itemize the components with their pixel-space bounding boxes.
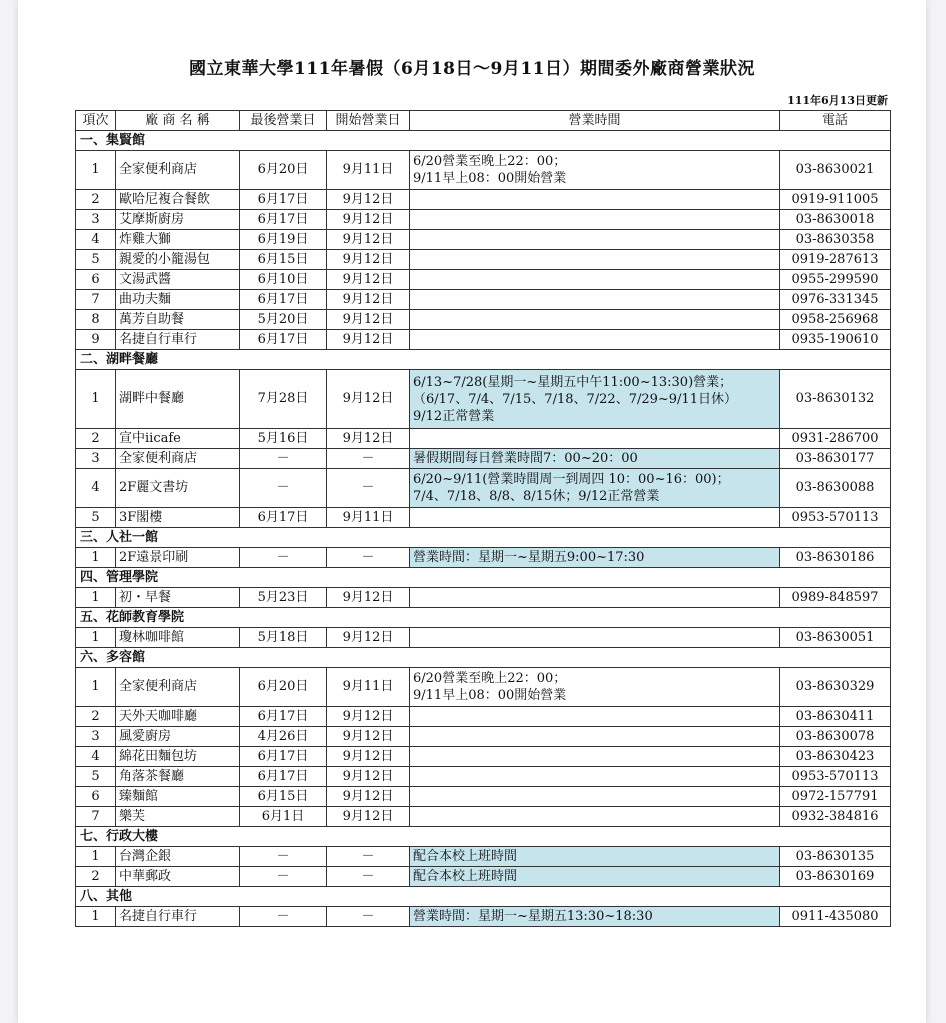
row-number: 4 (76, 230, 116, 250)
header-last-day: 最後營業日 (240, 111, 327, 131)
last-business-day: － (240, 449, 327, 469)
document-title: 國立東華大學111年暑假（6月18日～9月11日）期間委外廠商營業狀況 (189, 59, 755, 79)
vendor-name: 角落茶餐廳 (116, 767, 240, 787)
last-business-day: 6月20日 (240, 668, 327, 707)
document-page (18, 0, 926, 1023)
last-business-day: － (240, 847, 327, 867)
phone-number: 0919-911005 (780, 190, 891, 210)
section-title: 一、集賢館 (76, 131, 891, 151)
row-number: 5 (76, 767, 116, 787)
section-row (76, 608, 891, 628)
phone-number: 0932-384816 (780, 807, 891, 827)
row-number: 8 (76, 310, 116, 330)
vendor-name: 風愛廚房 (116, 727, 240, 747)
last-business-day: 5月20日 (240, 310, 327, 330)
start-business-day: － (327, 847, 410, 867)
vendor-name: 湖畔中餐廳 (116, 370, 240, 429)
last-business-day: 6月20日 (240, 151, 327, 190)
last-business-day: 4月26日 (240, 727, 327, 747)
start-business-day: 9月12日 (327, 807, 410, 827)
vendor-name: 2F麗文書坊 (116, 469, 240, 508)
start-business-day: 9月12日 (327, 310, 410, 330)
table-row (76, 548, 891, 568)
business-hours (410, 310, 780, 330)
vendor-name: 炸雞大獅 (116, 230, 240, 250)
section-title: 三、人社一館 (76, 528, 891, 548)
updated-date: 111年6月13日更新 (787, 94, 888, 107)
row-number: 5 (76, 250, 116, 270)
vendor-name: 文湯武醬 (116, 270, 240, 290)
last-business-day: 6月17日 (240, 210, 327, 230)
business-hours: 配合本校上班時間 (410, 847, 780, 867)
business-hours (410, 330, 780, 350)
business-hours (410, 767, 780, 787)
header-vendor-name: 廠 商 名 稱 (116, 111, 240, 131)
phone-number: 03-8630411 (780, 707, 891, 727)
vendor-name: 宣中iicafe (116, 429, 240, 449)
row-number: 7 (76, 290, 116, 310)
vendor-name: 天外天咖啡廳 (116, 707, 240, 727)
row-number: 7 (76, 807, 116, 827)
row-number: 2 (76, 867, 116, 887)
start-business-day: － (327, 548, 410, 568)
header-start-day: 開始營業日 (327, 111, 410, 131)
start-business-day: 9月12日 (327, 190, 410, 210)
row-number: 1 (76, 151, 116, 190)
phone-number: 03-8630051 (780, 628, 891, 648)
start-business-day: 9月12日 (327, 370, 410, 429)
phone-number: 0976-331345 (780, 290, 891, 310)
last-business-day: 5月23日 (240, 588, 327, 608)
last-business-day: 6月17日 (240, 290, 327, 310)
table-row (76, 190, 891, 210)
row-number: 1 (76, 628, 116, 648)
header-no: 項次 (76, 111, 116, 131)
vendor-name: 初・早餐 (116, 588, 240, 608)
business-hours: 配合本校上班時間 (410, 867, 780, 887)
phone-number: 03-8630021 (780, 151, 891, 190)
phone-number: 03-8630018 (780, 210, 891, 230)
last-business-day: 6月17日 (240, 747, 327, 767)
section-row (76, 827, 891, 847)
start-business-day: 9月12日 (327, 330, 410, 350)
table-row (76, 767, 891, 787)
vendor-name: 曲功夫麵 (116, 290, 240, 310)
table-body (76, 131, 891, 927)
business-hours (410, 807, 780, 827)
row-number: 6 (76, 787, 116, 807)
row-number: 3 (76, 449, 116, 469)
start-business-day: 9月12日 (327, 707, 410, 727)
business-hours (410, 588, 780, 608)
business-hours (410, 250, 780, 270)
phone-number: 03-8630186 (780, 548, 891, 568)
row-number: 4 (76, 747, 116, 767)
last-business-day: 6月10日 (240, 270, 327, 290)
vendor-name: 3F閣樓 (116, 508, 240, 528)
last-business-day: 6月17日 (240, 508, 327, 528)
start-business-day: 9月12日 (327, 230, 410, 250)
start-business-day: － (327, 867, 410, 887)
vendor-name: 全家便利商店 (116, 449, 240, 469)
table-row (76, 747, 891, 767)
row-number: 2 (76, 190, 116, 210)
last-business-day: － (240, 469, 327, 508)
last-business-day: － (240, 867, 327, 887)
table-row (76, 449, 891, 469)
vendor-name: 全家便利商店 (116, 151, 240, 190)
business-hours (410, 707, 780, 727)
phone-number: 0953-570113 (780, 767, 891, 787)
phone-number: 0919-287613 (780, 250, 891, 270)
phone-number: 03-8630358 (780, 230, 891, 250)
business-hours (410, 747, 780, 767)
business-hours: 營業時間：星期一~星期五9:00~17:30 (410, 548, 780, 568)
table-row (76, 370, 891, 429)
vendor-name: 2F遠景印刷 (116, 548, 240, 568)
last-business-day: 7月28日 (240, 370, 327, 429)
phone-number: 0972-157791 (780, 787, 891, 807)
header-hours: 營業時間 (410, 111, 780, 131)
row-number: 3 (76, 727, 116, 747)
table-row (76, 867, 891, 887)
last-business-day: 6月17日 (240, 707, 327, 727)
header-row (76, 111, 891, 131)
table-row (76, 807, 891, 827)
start-business-day: － (327, 469, 410, 508)
business-hours (410, 270, 780, 290)
table-row (76, 250, 891, 270)
last-business-day: 6月17日 (240, 190, 327, 210)
vendor-name: 親愛的小籠湯包 (116, 250, 240, 270)
row-number: 2 (76, 429, 116, 449)
section-title: 八、其他 (76, 887, 891, 907)
start-business-day: 9月12日 (327, 747, 410, 767)
row-number: 1 (76, 668, 116, 707)
phone-number: 0935-190610 (780, 330, 891, 350)
business-hours (410, 190, 780, 210)
row-number: 1 (76, 907, 116, 927)
section-title: 四、管理學院 (76, 568, 891, 588)
business-hours (410, 787, 780, 807)
vendor-name: 瓊林咖啡館 (116, 628, 240, 648)
table-row (76, 727, 891, 747)
phone-number: 0989-848597 (780, 588, 891, 608)
row-number: 6 (76, 270, 116, 290)
table-row (76, 270, 891, 290)
phone-number: 03-8630177 (780, 449, 891, 469)
table-row (76, 310, 891, 330)
start-business-day: － (327, 449, 410, 469)
table-row (76, 469, 891, 508)
table-row (76, 907, 891, 927)
start-business-day: 9月12日 (327, 588, 410, 608)
table-row (76, 668, 891, 707)
last-business-day: 5月16日 (240, 429, 327, 449)
phone-number: 0911-435080 (780, 907, 891, 927)
business-hours: 6/20營業至晚上22：00； 9/11早上08：00開始營業 (410, 668, 780, 707)
row-number: 3 (76, 210, 116, 230)
last-business-day: － (240, 907, 327, 927)
last-business-day: 6月19日 (240, 230, 327, 250)
last-business-day: 6月15日 (240, 787, 327, 807)
business-hours: 6/13~7/28(星期一~星期五中午11:00~13:30)營業； （6/17、7/4、7/15、7/18、7/22、7/29~9/11日休） 9/12正常營業 (410, 370, 780, 429)
row-number: 5 (76, 508, 116, 528)
start-business-day: 9月11日 (327, 668, 410, 707)
business-hours: 營業時間：星期一~星期五13:30~18:30 (410, 907, 780, 927)
row-number: 4 (76, 469, 116, 508)
business-hours: 6/20~9/11(營業時間周一到周四 10：00~16：00)； 7/4、7/18、8/8、8/15休；9/12正常營業 (410, 469, 780, 508)
section-row (76, 350, 891, 370)
table-row (76, 330, 891, 350)
business-hours: 暑假期間每日營業時間7：00~20：00 (410, 449, 780, 469)
table-row (76, 290, 891, 310)
table-row (76, 628, 891, 648)
business-hours (410, 727, 780, 747)
phone-number: 0931-286700 (780, 429, 891, 449)
vendor-name: 名捷自行車行 (116, 907, 240, 927)
table-row (76, 508, 891, 528)
row-number: 9 (76, 330, 116, 350)
last-business-day: 6月1日 (240, 807, 327, 827)
start-business-day: － (327, 907, 410, 927)
last-business-day: 5月18日 (240, 628, 327, 648)
row-number: 1 (76, 548, 116, 568)
table-row (76, 151, 891, 190)
last-business-day: 6月17日 (240, 767, 327, 787)
business-hours: 6/20營業至晚上22：00； 9/11早上08：00開始營業 (410, 151, 780, 190)
phone-number: 0953-570113 (780, 508, 891, 528)
start-business-day: 9月12日 (327, 628, 410, 648)
business-hours (410, 210, 780, 230)
section-row (76, 568, 891, 588)
start-business-day: 9月11日 (327, 151, 410, 190)
table-row (76, 707, 891, 727)
business-hours (410, 429, 780, 449)
start-business-day: 9月12日 (327, 270, 410, 290)
phone-number: 03-8630078 (780, 727, 891, 747)
phone-number: 03-8630329 (780, 668, 891, 707)
start-business-day: 9月12日 (327, 290, 410, 310)
row-number: 2 (76, 707, 116, 727)
section-row (76, 648, 891, 668)
last-business-day: 6月15日 (240, 250, 327, 270)
last-business-day: － (240, 548, 327, 568)
section-title: 二、湖畔餐廳 (76, 350, 891, 370)
section-row (76, 887, 891, 907)
row-number: 1 (76, 847, 116, 867)
business-hours (410, 290, 780, 310)
header-phone: 電話 (780, 111, 891, 131)
phone-number: 03-8630132 (780, 370, 891, 429)
section-row (76, 131, 891, 151)
start-business-day: 9月12日 (327, 787, 410, 807)
row-number: 1 (76, 588, 116, 608)
section-row (76, 528, 891, 548)
phone-number: 03-8630169 (780, 867, 891, 887)
last-business-day: 6月17日 (240, 330, 327, 350)
start-business-day: 9月11日 (327, 508, 410, 528)
phone-number: 03-8630423 (780, 747, 891, 767)
vendor-name: 名捷自行車行 (116, 330, 240, 350)
section-title: 六、多容館 (76, 648, 891, 668)
table-row (76, 429, 891, 449)
vendor-name: 中華郵政 (116, 867, 240, 887)
vendor-table (75, 110, 891, 927)
section-title: 七、行政大樓 (76, 827, 891, 847)
table-row (76, 847, 891, 867)
phone-number: 03-8630135 (780, 847, 891, 867)
phone-number: 03-8630088 (780, 469, 891, 508)
start-business-day: 9月12日 (327, 429, 410, 449)
vendor-name: 綿花田麵包坊 (116, 747, 240, 767)
vendor-name: 台灣企銀 (116, 847, 240, 867)
start-business-day: 9月12日 (327, 767, 410, 787)
table-row (76, 210, 891, 230)
vendor-name: 艾摩斯廚房 (116, 210, 240, 230)
vendor-name: 全家便利商店 (116, 668, 240, 707)
business-hours (410, 628, 780, 648)
table-row (76, 588, 891, 608)
vendor-name: 歐哈尼複合餐飲 (116, 190, 240, 210)
phone-number: 0958-256968 (780, 310, 891, 330)
business-hours (410, 230, 780, 250)
vendor-name: 臻麵館 (116, 787, 240, 807)
start-business-day: 9月12日 (327, 210, 410, 230)
phone-number: 0955-299590 (780, 270, 891, 290)
table-row (76, 230, 891, 250)
start-business-day: 9月12日 (327, 727, 410, 747)
business-hours (410, 508, 780, 528)
vendor-name: 萬芳自助餐 (116, 310, 240, 330)
section-title: 五、花師教育學院 (76, 608, 891, 628)
start-business-day: 9月12日 (327, 250, 410, 270)
vendor-name: 樂芙 (116, 807, 240, 827)
table-row (76, 787, 891, 807)
row-number: 1 (76, 370, 116, 429)
